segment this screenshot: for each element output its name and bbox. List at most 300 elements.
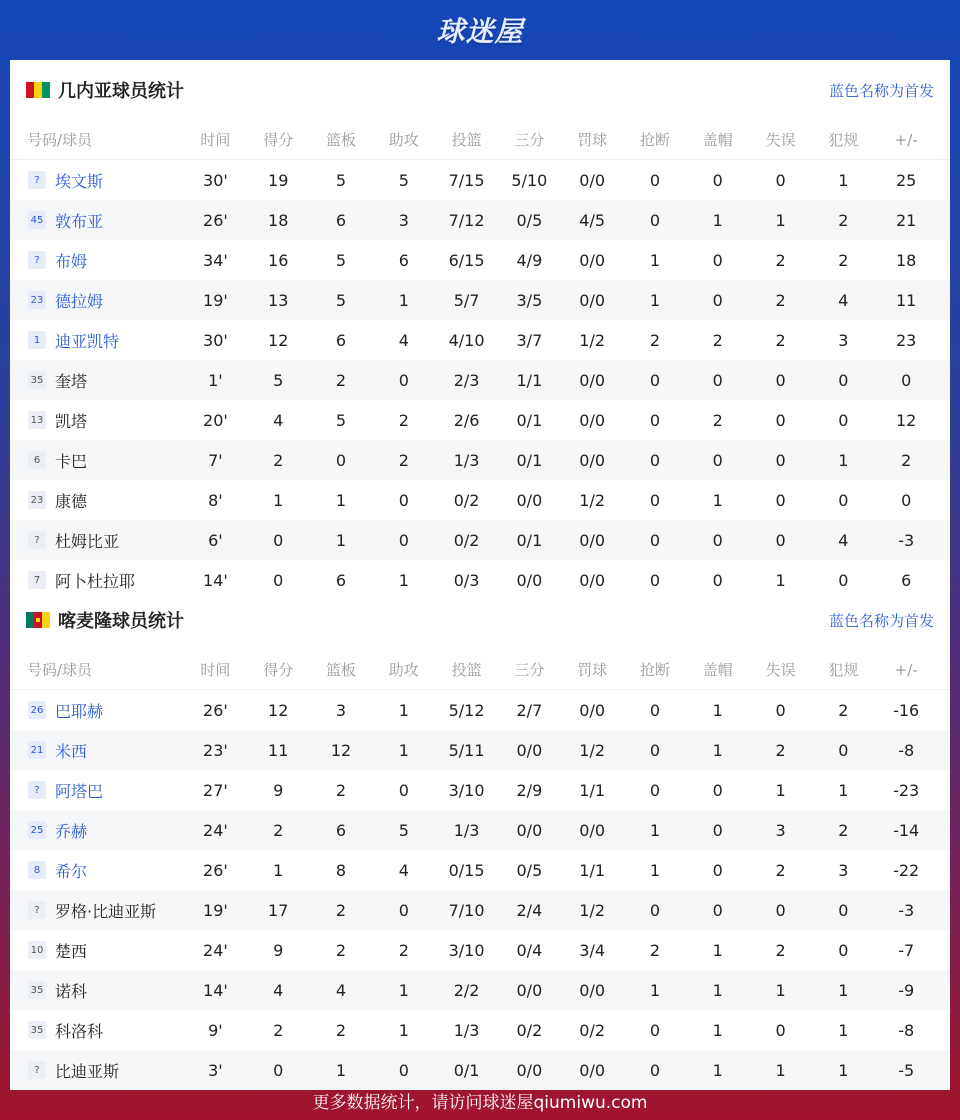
stat-cell: 14' (203, 980, 228, 1000)
stat-cell: 9 (273, 780, 284, 800)
starter-hint: 蓝色名称为首发 (828, 611, 934, 630)
player-name[interactable]: 希尔 (55, 861, 88, 881)
player-cell (10, 289, 184, 312)
stat-cell: 0 (649, 170, 661, 190)
stat-cell: 3 (838, 860, 849, 880)
table-row[interactable] (10, 770, 950, 810)
stat-cell: 6 (335, 330, 347, 350)
stat-cell: 19 (268, 170, 289, 190)
stat-cell: 2 (775, 330, 786, 350)
brand-logo (0, 0, 960, 60)
stat-cell: 3 (775, 820, 786, 840)
stat-cell: 0/0 (579, 1060, 606, 1080)
stat-cell: 0 (649, 210, 661, 230)
stat-cell: 5 (273, 370, 284, 390)
player-cell (10, 529, 184, 552)
stat-cell: 1 (398, 740, 409, 760)
table-row[interactable] (10, 480, 950, 520)
stat-cell: 21 (895, 210, 917, 230)
stat-cell: 0 (838, 570, 849, 590)
flag-stripe (42, 612, 50, 628)
jersey-icon: 35 (28, 1021, 46, 1039)
stat-cell: 14' (203, 570, 228, 590)
stat-cell: 0/0 (579, 250, 606, 270)
player-cell (10, 739, 184, 762)
column-header: 抢断 (639, 661, 670, 679)
stat-cell: 7/10 (448, 900, 485, 920)
stat-cell: 0 (712, 250, 723, 270)
table-row[interactable] (10, 930, 950, 970)
player-name[interactable]: 德拉姆 (55, 291, 104, 311)
player-name[interactable]: 比迪亚斯 (55, 1061, 120, 1081)
stat-cell: 1/3 (453, 1020, 480, 1040)
stat-cell: 2 (398, 410, 409, 430)
stat-cell: 0/5 (516, 210, 543, 230)
player-cell (10, 329, 184, 352)
stat-cell: 0 (775, 700, 786, 720)
stat-cell: 2/7 (516, 700, 543, 720)
column-header: 失误 (765, 131, 796, 149)
stat-cell: 0/2 (516, 1020, 543, 1040)
stat-cell: 0 (838, 940, 849, 960)
player-cell (10, 819, 184, 842)
column-header: 罚球 (577, 131, 608, 149)
stat-cell: 1/2 (579, 740, 606, 760)
team-header (10, 590, 950, 650)
stat-cell: 0 (649, 530, 661, 550)
stat-cell: 5 (335, 410, 347, 430)
column-header: +/- (894, 660, 918, 679)
table-row[interactable] (10, 160, 950, 200)
stat-cell: 0 (649, 1060, 661, 1080)
table-row[interactable] (10, 440, 950, 480)
stat-cell: 0/0 (516, 740, 543, 760)
player-name[interactable]: 阿塔巴 (55, 781, 104, 801)
stat-cell: 1 (775, 780, 786, 800)
stat-cell: 0 (398, 1060, 409, 1080)
stat-cell: 2 (273, 820, 284, 840)
stat-cell: 0 (775, 370, 786, 390)
jersey-icon: ? (28, 1061, 46, 1079)
stat-cell: 2 (335, 1020, 347, 1040)
stat-cell: 0 (775, 1020, 786, 1040)
stat-cell: 12 (268, 700, 289, 720)
table-row[interactable] (10, 520, 950, 560)
stat-cell: 0 (273, 1060, 284, 1080)
stat-cell: 1 (649, 980, 661, 1000)
player-cell (10, 899, 184, 922)
table-row[interactable] (10, 240, 950, 280)
stat-cell: 0/0 (579, 980, 606, 1000)
stat-cell: 0/4 (516, 940, 543, 960)
stat-cell: 0 (712, 530, 723, 550)
player-name[interactable]: 凯塔 (55, 411, 88, 431)
jersey-icon: ? (28, 901, 46, 919)
jersey-icon: ? (28, 531, 46, 549)
stat-cell: 4 (273, 980, 284, 1000)
player-cell (10, 859, 184, 882)
stat-cell: 0 (838, 370, 849, 390)
player-name[interactable]: 奎塔 (55, 371, 88, 391)
player-cell (10, 209, 184, 232)
column-header: 三分 (514, 661, 545, 679)
stat-cell: 1 (775, 570, 786, 590)
stat-cell: 1/1 (516, 370, 543, 390)
stat-cell: 2 (838, 820, 849, 840)
stat-cell: 1 (398, 290, 409, 310)
stat-cell: -9 (898, 980, 915, 1000)
column-header: 时间 (200, 661, 231, 679)
stat-cell: 2 (775, 290, 786, 310)
stat-cell: 1 (273, 490, 284, 510)
stat-cell: 3 (398, 210, 409, 230)
stat-cell: 0 (775, 900, 786, 920)
stat-cell: 4 (335, 980, 347, 1000)
player-name[interactable]: 米西 (55, 741, 88, 761)
stat-cell: 0 (649, 900, 661, 920)
stat-cell: 2 (335, 780, 347, 800)
stat-cell: 0/0 (579, 450, 606, 470)
stat-cell: 2 (335, 900, 347, 920)
player-name[interactable]: 阿卜杜拉耶 (55, 571, 136, 591)
team-name: 几内亚球员统计 (58, 81, 184, 102)
stat-cell: -8 (898, 1020, 915, 1040)
stat-cell: 4/5 (579, 210, 606, 230)
flag-stripe (34, 612, 42, 628)
stat-cell: 1 (712, 1060, 723, 1080)
column-header: 犯规 (828, 661, 859, 679)
stat-cell: 2 (775, 940, 786, 960)
jersey-icon: ? (28, 781, 46, 799)
flag-icon (26, 82, 50, 98)
stat-cell: 0/0 (516, 980, 543, 1000)
stat-cell: 0 (712, 820, 723, 840)
stat-cell: 1 (335, 530, 347, 550)
stat-cell: 1/3 (453, 450, 480, 470)
stat-cell: 3/4 (579, 940, 606, 960)
stat-cell: 2 (398, 450, 409, 470)
stat-cell: 0 (712, 900, 723, 920)
jersey-icon: 1 (28, 331, 46, 349)
stat-cell: 30' (203, 330, 228, 350)
stat-cell: 11 (268, 740, 289, 760)
table-row[interactable] (10, 970, 950, 1010)
flag-stripe (26, 82, 34, 98)
stat-cell: 1 (712, 700, 723, 720)
stat-cell: 5 (398, 820, 409, 840)
stat-cell: 1/1 (579, 780, 606, 800)
table-row[interactable] (10, 360, 950, 400)
column-header: 抢断 (639, 131, 670, 149)
stat-cell: 1 (838, 780, 849, 800)
team-title (26, 77, 184, 103)
jersey-icon: 25 (28, 821, 46, 839)
column-header: 得分 (263, 661, 294, 679)
column-header: 篮板 (325, 131, 356, 149)
stat-cell: 2 (838, 700, 849, 720)
stat-cell: 2 (335, 370, 347, 390)
stat-cell: 0 (838, 740, 849, 760)
stat-cell: 25 (895, 170, 917, 190)
stat-cell: 0 (649, 570, 661, 590)
table-row[interactable] (10, 400, 950, 440)
stat-cell: 0 (838, 410, 849, 430)
stat-cell: 18 (895, 250, 917, 270)
player-cell (10, 1059, 184, 1082)
column-header: 盖帽 (702, 661, 733, 679)
stat-cell: 1 (712, 1020, 723, 1040)
stat-cell: 0 (335, 450, 347, 470)
stat-cell: 0/3 (453, 570, 480, 590)
stat-cell: 0 (838, 900, 849, 920)
stat-cell: 0 (838, 490, 849, 510)
stat-cell: 1 (398, 980, 409, 1000)
stat-cell: 1 (838, 980, 849, 1000)
stat-cell: 1 (398, 570, 409, 590)
team-header (10, 60, 950, 120)
player-name[interactable]: 布姆 (55, 251, 88, 271)
stat-cell: 1 (712, 980, 723, 1000)
stat-cell: 26' (203, 860, 228, 880)
table-row[interactable] (10, 280, 950, 320)
team-name: 喀麦隆球员统计 (58, 611, 184, 632)
stat-cell: 0 (712, 780, 723, 800)
column-header: 助攻 (388, 131, 419, 149)
stat-cell: 1 (649, 860, 661, 880)
stat-cell: 5 (335, 170, 347, 190)
player-cell (10, 449, 184, 472)
flag-icon (26, 612, 50, 628)
stat-cell: 3 (335, 700, 347, 720)
stat-cell: 0 (649, 780, 661, 800)
jersey-icon: ? (28, 171, 46, 189)
stat-cell: 0 (712, 450, 723, 470)
column-header: 助攻 (388, 661, 419, 679)
stat-cell: 6 (335, 210, 347, 230)
flag-stripe (34, 82, 42, 98)
table-row[interactable] (10, 200, 950, 240)
stat-cell: 19' (203, 900, 228, 920)
stat-cell: 6 (398, 250, 409, 270)
player-name[interactable]: 埃文斯 (55, 171, 104, 191)
table-row[interactable] (10, 690, 950, 730)
stat-cell: 4 (838, 290, 849, 310)
stat-cell: 0 (712, 170, 723, 190)
player-cell (10, 1019, 184, 1042)
stat-cell: 2 (398, 940, 409, 960)
stat-cell: 0 (712, 370, 723, 390)
stat-cell: 0/1 (516, 530, 543, 550)
stat-cell: 0 (398, 370, 409, 390)
column-header: 时间 (200, 131, 231, 149)
player-name[interactable]: 杜姆比亚 (55, 531, 120, 551)
player-name[interactable]: 敦布亚 (55, 211, 104, 231)
stat-cell: 4 (838, 530, 849, 550)
stat-cell: 23' (203, 740, 228, 760)
stat-cell: 0/0 (579, 700, 606, 720)
stat-cell: 3' (208, 1060, 223, 1080)
stat-cell: 0 (712, 290, 723, 310)
stat-cell: 5/7 (453, 290, 480, 310)
stat-cell: 1 (649, 250, 661, 270)
stat-cell: 6' (208, 530, 223, 550)
stat-cell: 2 (273, 450, 284, 470)
jersey-icon: 23 (28, 491, 46, 509)
stat-cell: 1 (335, 1060, 347, 1080)
stat-cell: 11 (895, 290, 917, 310)
stat-cell: 2 (712, 330, 723, 350)
stat-cell: 0/0 (579, 530, 606, 550)
player-cell (10, 699, 184, 722)
player-cell (10, 939, 184, 962)
player-cell (10, 249, 184, 272)
stat-cell: 17 (268, 900, 289, 920)
player-cell (10, 979, 184, 1002)
stat-cell: 0 (398, 530, 409, 550)
stat-cell: 0 (712, 860, 723, 880)
stat-cell: -14 (893, 820, 920, 840)
stat-cell: 0/0 (579, 290, 606, 310)
stat-cell: 0 (398, 900, 409, 920)
jersey-icon: 26 (28, 701, 46, 719)
stat-cell: 0/0 (579, 570, 606, 590)
flag-stripe (26, 612, 34, 628)
player-cell (10, 369, 184, 392)
footer-text: 更多数据统计，请访问球迷屋qiumiwu.com (312, 1092, 648, 1113)
table-row[interactable] (10, 890, 950, 930)
jersey-icon: 13 (28, 411, 46, 429)
jersey-icon: 21 (28, 741, 46, 759)
stat-cell: 5/12 (448, 700, 485, 720)
table-row[interactable] (10, 1010, 950, 1050)
stats-panel (10, 60, 950, 1080)
stat-cell: 0/5 (516, 860, 543, 880)
stat-cell: -7 (898, 940, 915, 960)
stat-cell: 5 (398, 170, 409, 190)
player-name[interactable]: 迪亚凯特 (55, 331, 120, 351)
stat-cell: 27' (203, 780, 228, 800)
starter-hint: 蓝色名称为首发 (828, 81, 934, 100)
stat-cell: 7' (208, 450, 223, 470)
player-cell (10, 409, 184, 432)
stat-cell: 0 (398, 490, 409, 510)
stat-cell: -22 (893, 860, 920, 880)
stat-cell: 2 (775, 250, 786, 270)
stat-cell: 20' (203, 410, 228, 430)
player-name[interactable]: 诺科 (55, 981, 88, 1001)
column-header: 号码/球员 (27, 131, 93, 149)
stat-cell: 1 (712, 940, 723, 960)
player-name[interactable]: 楚西 (55, 941, 88, 961)
stat-cell: 1 (712, 490, 723, 510)
stat-cell: 0 (649, 740, 661, 760)
stat-cell: 26' (203, 700, 228, 720)
player-name[interactable]: 科洛科 (55, 1021, 104, 1041)
stat-cell: 0/0 (516, 820, 543, 840)
stat-cell: 0/0 (516, 490, 543, 510)
column-header-row (10, 120, 950, 160)
stat-cell: 8' (208, 490, 223, 510)
stat-cell: 16 (268, 250, 289, 270)
stat-cell: 1 (775, 1060, 786, 1080)
table-row[interactable] (10, 810, 950, 850)
stat-cell: -3 (898, 900, 915, 920)
stat-cell: 1 (712, 210, 723, 230)
stat-cell: 1/1 (579, 860, 606, 880)
team-section (10, 60, 950, 600)
stat-cell: 0/0 (579, 170, 606, 190)
column-header: 罚球 (577, 661, 608, 679)
column-header: 投篮 (451, 661, 482, 679)
table-row[interactable] (10, 850, 950, 890)
player-name[interactable]: 乔赫 (55, 821, 88, 841)
stat-cell: 12 (330, 740, 352, 760)
stat-cell: 1 (838, 170, 849, 190)
stat-cell: 0 (649, 450, 661, 470)
stat-cell: 1 (775, 980, 786, 1000)
stat-cell: 2 (712, 410, 723, 430)
player-name[interactable]: 罗格·比迪亚斯 (55, 901, 157, 921)
stat-cell: 6 (335, 820, 347, 840)
table-row[interactable] (10, 730, 950, 770)
column-header: 号码/球员 (27, 661, 93, 679)
stat-cell: 23 (895, 330, 917, 350)
stat-cell: 5 (335, 250, 347, 270)
table-row[interactable] (10, 320, 950, 360)
stat-cell: -16 (893, 700, 920, 720)
stat-cell: 6 (335, 570, 347, 590)
stat-cell: 0 (273, 530, 284, 550)
stat-cell: 1 (838, 1060, 849, 1080)
stat-cell: 0 (775, 410, 786, 430)
player-cell (10, 569, 184, 592)
column-header: 投篮 (451, 131, 482, 149)
player-name[interactable]: 卡巴 (55, 451, 88, 471)
jersey-icon: 10 (28, 941, 46, 959)
stat-cell: 24' (203, 940, 228, 960)
stat-cell: 5 (335, 290, 347, 310)
stat-cell: 34' (203, 250, 228, 270)
column-header: 盖帽 (702, 131, 733, 149)
stat-cell: 6 (901, 570, 912, 590)
stat-cell: 1 (838, 450, 849, 470)
team-title (26, 607, 184, 633)
footer-banner[interactable] (0, 1080, 960, 1120)
stat-cell: 1 (838, 1020, 849, 1040)
stat-cell: 0/0 (516, 1060, 543, 1080)
stat-cell: -5 (898, 1060, 915, 1080)
stat-cell: 0/0 (579, 410, 606, 430)
team-section (10, 590, 950, 1090)
stat-cell: -23 (893, 780, 920, 800)
column-header: +/- (894, 130, 918, 149)
stat-cell: 2 (649, 940, 661, 960)
stat-cell: 0/1 (516, 450, 543, 470)
stat-cell: 1/2 (579, 330, 606, 350)
player-name[interactable]: 康德 (55, 491, 88, 511)
stat-cell: 0/0 (579, 370, 606, 390)
stat-cell: 0 (901, 370, 912, 390)
player-name[interactable]: 巴耶赫 (55, 701, 104, 721)
stat-cell: 0/0 (579, 820, 606, 840)
stat-cell: -3 (898, 530, 915, 550)
stat-cell: 6/15 (448, 250, 485, 270)
stat-cell: 3/5 (516, 290, 543, 310)
stat-cell: 1 (649, 820, 661, 840)
jersey-icon: 35 (28, 371, 46, 389)
column-header: 得分 (263, 131, 294, 149)
stat-cell: 1 (398, 700, 409, 720)
